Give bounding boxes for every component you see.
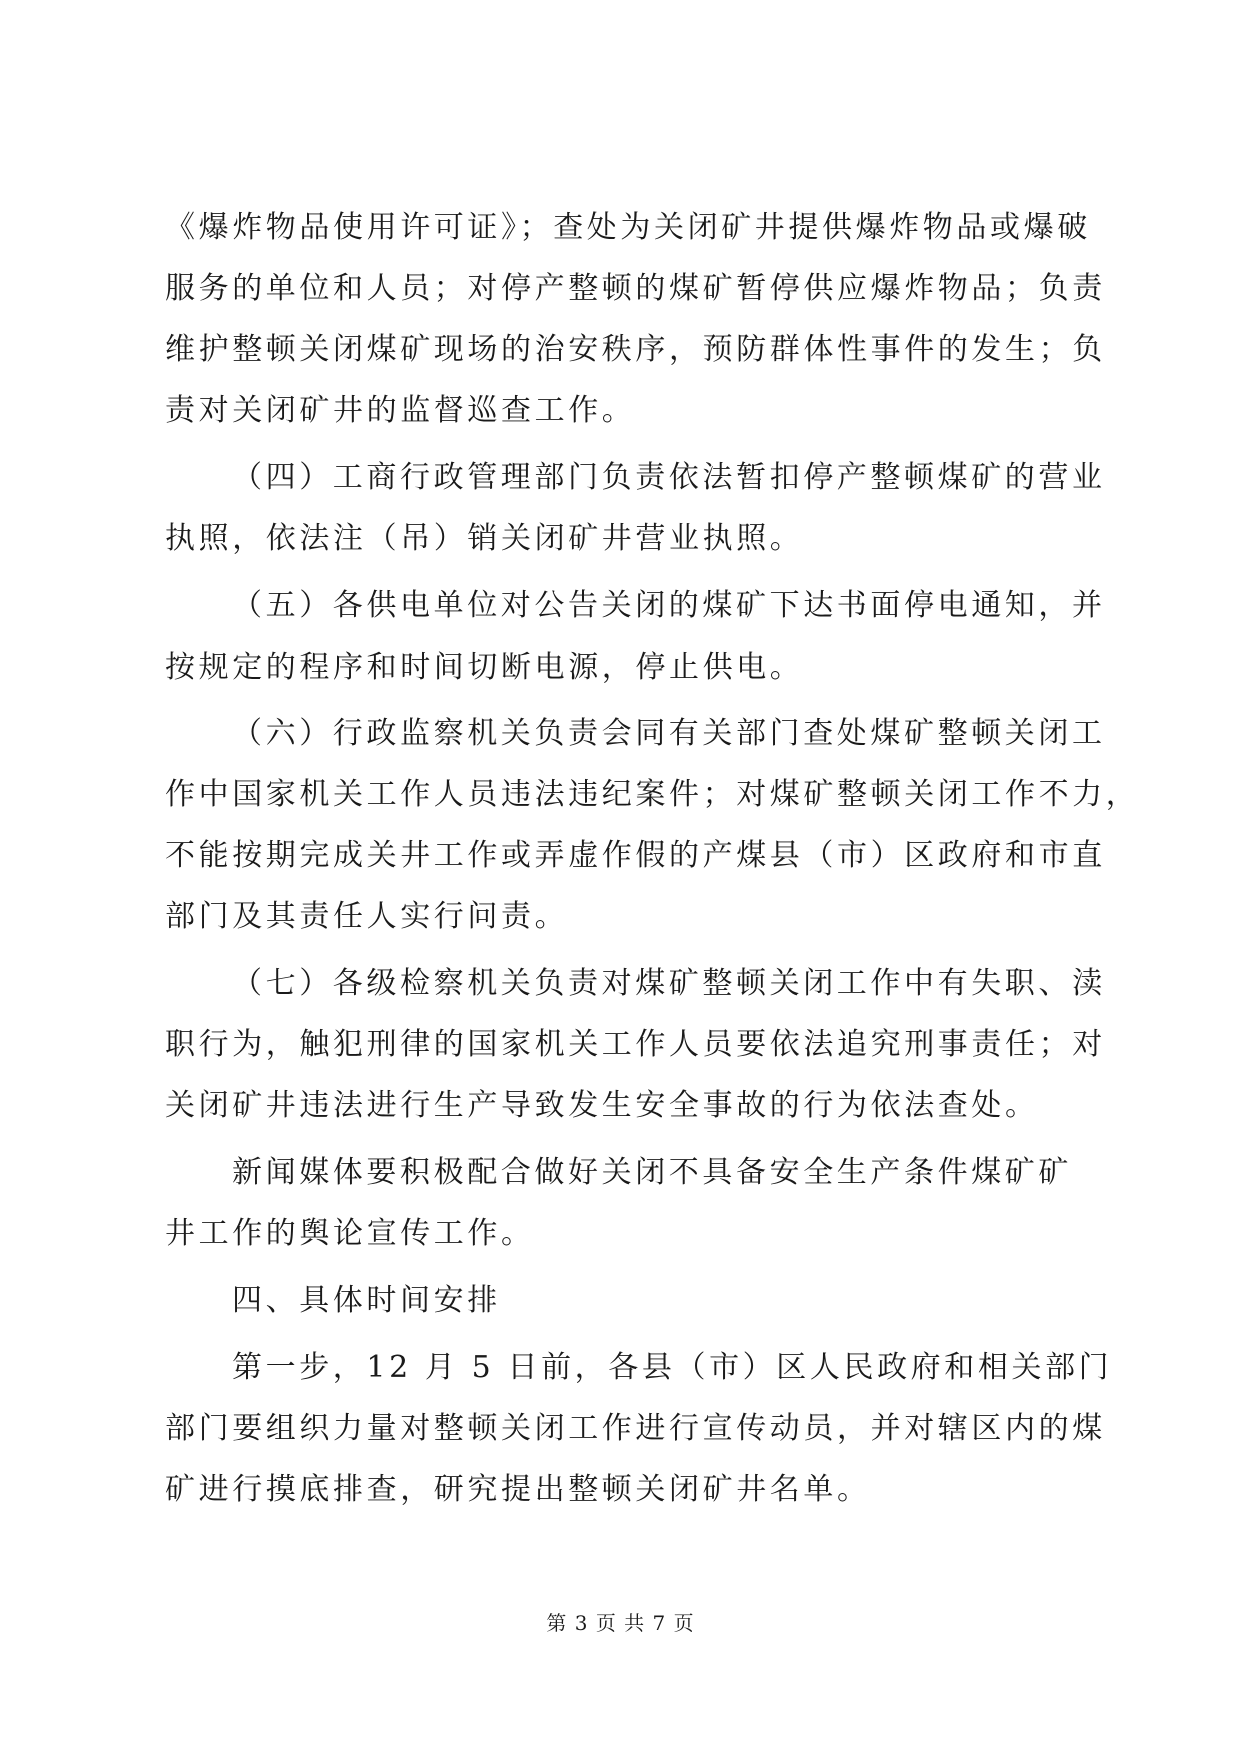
- text-line: 执照，依法注（吊）销关闭矿井营业执照。: [165, 521, 804, 556]
- text-line: 职行为，触犯刑律的国家机关工作人员要依法追究刑事责任；对: [165, 1027, 1106, 1062]
- text-line: 部门要组织力量对整顿关闭工作进行宣传动员，并对辖区内的煤: [165, 1411, 1106, 1446]
- text-line: 作中国家机关工作人员违法违纪案件；对煤矿整顿关闭工作不力，: [165, 777, 1140, 812]
- text-line: 责对关闭矿井的监督巡查工作。: [165, 393, 636, 428]
- text-line: 井工作的舆论宣传工作。: [165, 1216, 535, 1251]
- text-line: 不能按期完成关井工作或弄虚作假的产煤县（市）区政府和市直: [165, 838, 1106, 873]
- section-heading: 四、具体时间安排: [232, 1283, 501, 1318]
- text-line: 矿进行摸底排查，研究提出整顿关闭矿井名单。: [165, 1472, 871, 1507]
- text-line: 部门及其责任人实行问责。: [165, 899, 569, 934]
- page-number: 第 3 页 共 7 页: [546, 1611, 695, 1635]
- text-line: 按规定的程序和时间切断电源，停止供电。: [165, 650, 804, 685]
- text-line: （四）工商行政管理部门负责依法暂扣停产整顿煤矿的营业: [232, 460, 1106, 495]
- text-line: 服务的单位和人员；对停产整顿的煤矿暂停供应爆炸物品；负责: [165, 271, 1106, 306]
- text-line: 维护整顿关闭煤矿现场的治安秩序，预防群体性事件的发生；负: [165, 332, 1106, 367]
- text-line: 关闭矿井违法进行生产导致发生安全事故的行为依法查处。: [165, 1088, 1039, 1123]
- text-line: （六）行政监察机关负责会同有关部门查处煤矿整顿关闭工: [232, 716, 1106, 751]
- text-line: 《爆炸物品使用许可证》；查处为关闭矿井提供爆炸物品或爆破: [165, 210, 1091, 245]
- text-line: （五）各供电单位对公告关闭的煤矿下达书面停电通知，并: [232, 588, 1106, 623]
- text-line: （七）各级检察机关负责对煤矿整顿关闭工作中有失职、渎: [232, 966, 1106, 1001]
- text-line: 第一步，12 月 5 日前，各县（市）区人民政府和相关部门: [232, 1350, 1113, 1385]
- text-line: 新闻媒体要积极配合做好关闭不具备安全生产条件煤矿矿: [232, 1155, 1072, 1190]
